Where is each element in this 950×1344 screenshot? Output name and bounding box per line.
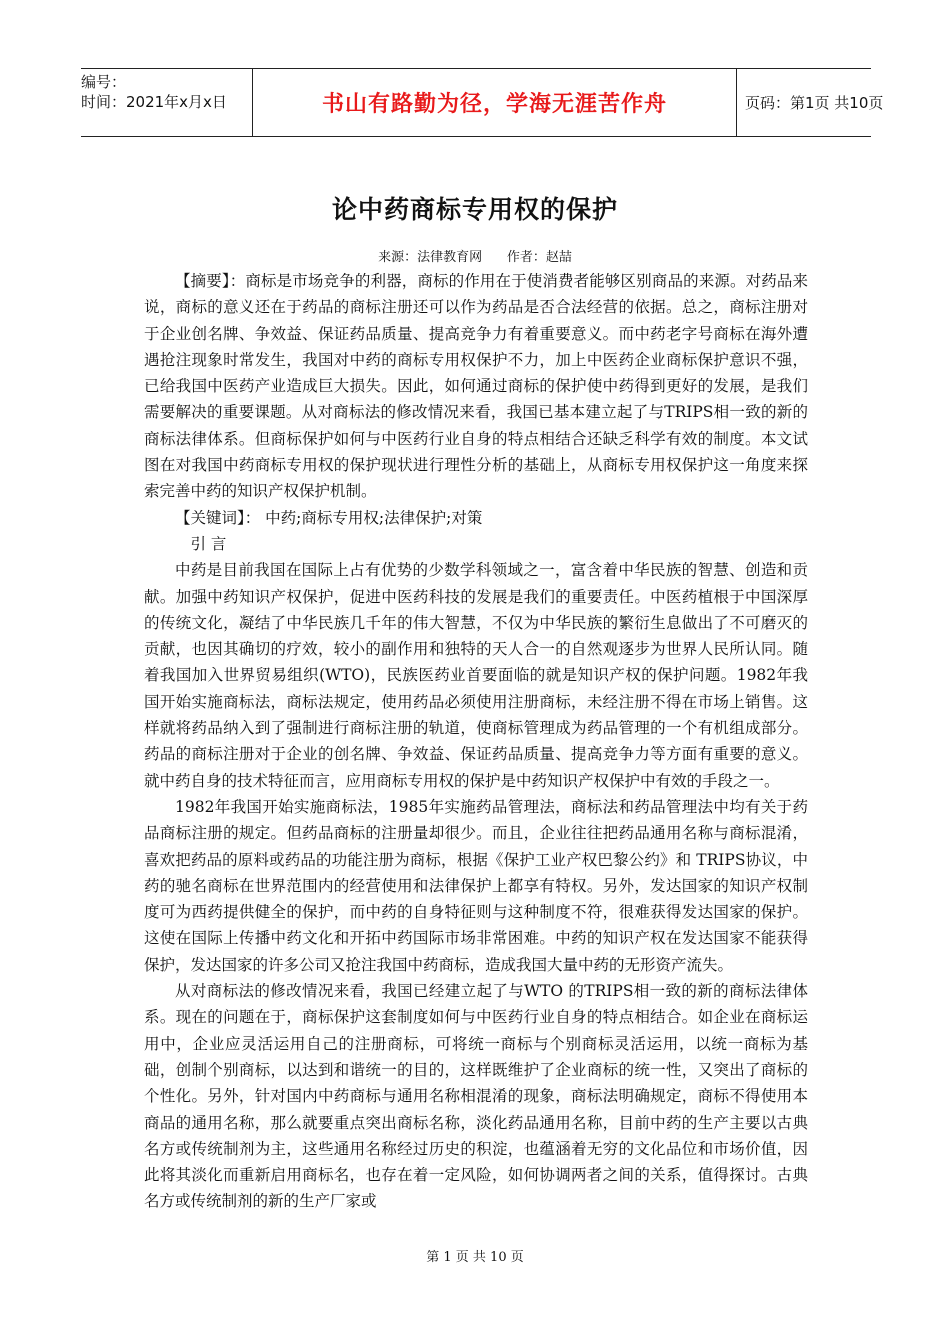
page-footer: 第 1 页 共 10 页 xyxy=(426,1250,524,1265)
source-author-line: 来源：法律教育网 作者：赵喆 xyxy=(378,250,572,265)
body-paragraph: 从对商标法的修改情况来看，我国已经建立起了与WTO 的TRIPS相一致的新的商标法律体系。现在的问题在于，商标保护这套制度如何与中医药行业自身的特点相结合。如企业在商标运用中，企业应灵活运用自己的注册商标，可将统一商标与个别商标灵活运用，以统一商标为基础，创制个别商标，以达到和谐统一的目的，这样既维护了企业商标的统一性，又突出了商标的个性化。另外，针对国内中药商标与通用名称相混淆的现象，商标法明确规定，商标不得使用本商品的通用名称，那么就要重点突出商标名称，淡化药品通用名称，目前中药的生产主要以古典名方或传统制剂为主，这些通用名称经过历史的积淀，也蕴涵着无穷的文化品位和市场价值，因此将其淡化而重新启用商标名，也存在着一定风险，如何协调两者之间的关系，值得探讨。古典名方或传统制剂的新的生产厂家或 xyxy=(144,982,808,1211)
body-paragraph: 1982年我国开始实施商标法，1985年实施药品管理法，商标法和药品管理法中均有关于药品商标注册的规定。但药品商标的注册量却很少。而且，企业往往把药品通用名称与商标混淆，喜欢把药品的原料或药品的功能注册为商标，根据《保护工业产权巴黎公约》和 TRIPS协议，中药的驰名商标在世界范围内的经营使用和法律保护上都享有特权。另外，发达国家的知识产权制度可为西药提供健全的保护，而中药的自身特征则与这种制度不符，很难获得发达国家的保护。这使在国际上传播中药文化和开拓中药国际市场非常困难。中药的知识产权在发达国家不能获得保护，发达国家的许多公司又抢注我国中药商标，造成我国大量中药的无形资产流失。 xyxy=(144,797,808,974)
document-number-label: 编号： xyxy=(81,73,127,91)
page-header xyxy=(81,68,884,137)
keywords-line: 【关键词】： 中药;商标专用权;法律保护;对策 xyxy=(175,508,483,527)
section-heading-introduction: 引 言 xyxy=(190,534,227,553)
header-motto-cell xyxy=(253,69,737,136)
header-info-cell xyxy=(81,69,253,136)
header-page-info: 页码：第1页 共10页 xyxy=(745,94,884,112)
document-date: 时间：2021年x月x日 xyxy=(81,93,227,111)
header-page-cell xyxy=(736,69,884,136)
document-title: 论中药商标专用权的保护 xyxy=(331,195,618,224)
header-motto: 书山有路勤为径，学海无涯苦作舟 xyxy=(321,92,667,117)
body-paragraph: 中药是目前我国在国际上占有优势的少数学科领域之一，富含着中华民族的智慧、创造和贡献。加强中药知识产权保护，促进中医药科技的发展是我们的重要责任。中医药植根于中国深厚的传统文化，凝结了中华民族几千年的伟大智慧，不仅为中华民族的繁衍生息做出了不可磨灭的贡献，也因其确切的疗效，较小的副作用和独特的天人合一的自然观逐步为世界人民所认同。随着我国加入世界贸易组织(WTO)，民族医药业首要面临的就是知识产权的保护问题。1982年我国开始实施商标法，商标法规定，使用药品必须使用注册商标，未经注册不得在市场上销售。这样就将药品纳入到了强制进行商标注册的轨道，使商标管理成为药品管理的一个有机组成部分。药品的商标注册对于企业的创名牌、争效益、保证药品质量、提高竞争力等方面有重要的意义。就中药自身的技术特征而言，应用商标专用权的保护是中药知识产权保护中有效的手段之一。 xyxy=(144,561,808,790)
document-body xyxy=(144,268,808,1215)
abstract-paragraph: 【摘要】：商标是市场竞争的利器，商标的作用在于使消费者能够区别商品的来源。对药品来说，商标的意义还在于药品的商标注册还可以作为药品是否合法经营的依据。总之，商标注册对于企业创名牌、争效益、保证药品质量、提高竞争力有着重要意义。而中药老字号商标在海外遭遇抢注现象时常发生，我国对中药的商标专用权保护不力，加上中医药企业商标保护意识不强，已给我国中医药产业造成巨大损失。因此，如何通过商标的保护使中药得到更好的发展，是我们需要解决的重要课题。从对商标法的修改情况来看，我国已基本建立起了与TRIPS相一致的新的商标法律体系。但商标保护如何与中医药行业自身的特点相结合还缺乏科学有效的制度。本文试图在对我国中药商标专用权的保护现状进行理性分析的基础上，从商标专用权保护这一角度来探索完善中药的知识产权保护机制。 xyxy=(144,272,808,501)
